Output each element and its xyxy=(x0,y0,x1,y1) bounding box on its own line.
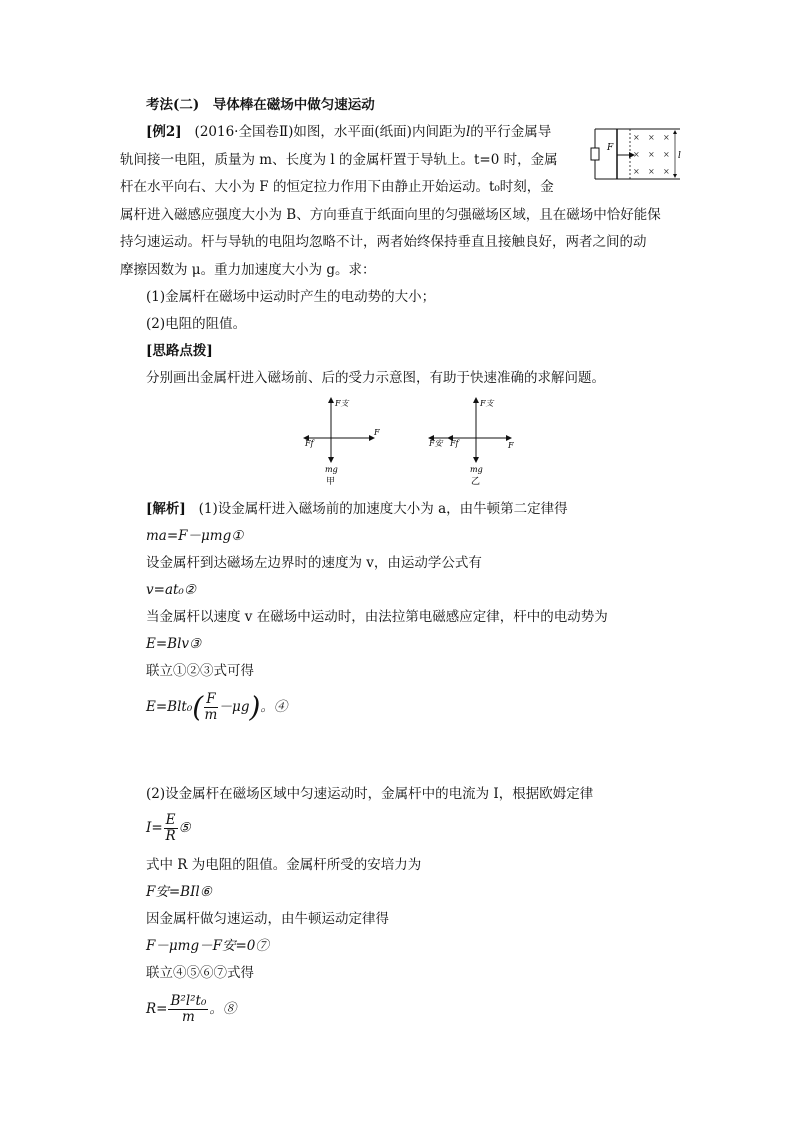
support-force-label: F支 xyxy=(480,399,494,408)
eq8-lhs: R= xyxy=(146,1001,168,1017)
equation-2: v=at₀② xyxy=(146,582,196,598)
field-cross: × xyxy=(648,167,655,176)
gravity-label: mg xyxy=(325,465,338,474)
equation-1: ma=F－μmg① xyxy=(146,528,244,544)
fraction-denominator: m xyxy=(182,1009,195,1025)
friction-label: Ff xyxy=(305,439,314,448)
field-cross: × xyxy=(648,133,655,142)
example-line-6: 摩擦因数为 μ。重力加速度大小为 g。求： xyxy=(120,262,376,278)
eq8-mark: 。⑧ xyxy=(209,1001,237,1017)
field-cross: × xyxy=(633,133,640,142)
equation-6: F安=BIl⑥ xyxy=(146,884,212,900)
fraction-f-over-m xyxy=(204,692,217,723)
fraction-numerator: E xyxy=(165,812,176,828)
eq4-tail: －μg xyxy=(218,699,250,715)
equation-4 xyxy=(146,688,287,726)
fraction-result xyxy=(168,994,208,1025)
eq4-lhs: E=Blt₀ xyxy=(146,699,193,715)
eq5-mark: ⑤ xyxy=(178,820,191,836)
example-tag: [例2] xyxy=(146,124,182,140)
solution-line-4: 联立①②③式可得 xyxy=(146,663,254,679)
force-diagram-right xyxy=(423,394,523,486)
fraction-numerator: B²l²t₀ xyxy=(170,993,207,1009)
hint-title: [思路点拨] xyxy=(146,343,213,359)
eq4-mark: 。④ xyxy=(260,699,288,715)
fraction-e-over-r xyxy=(164,813,178,844)
fraction-numerator: F xyxy=(206,691,216,707)
solution-tag: [解析] xyxy=(146,501,186,517)
example-text: 如图，水平面(纸面)内间距为 xyxy=(293,124,466,140)
left-paren: ( xyxy=(192,690,204,724)
pull-force-label: F xyxy=(508,441,514,450)
solution-line-5: (2)设金属杆在磁场区域中匀速运动时，金属杆中的电流为 I，根据欧姆定律 xyxy=(146,786,594,802)
field-cross: × xyxy=(663,133,670,142)
solution-line-7: 因金属杆做匀速运动，由牛顿运动定律得 xyxy=(146,911,389,927)
force-diagram-left xyxy=(296,394,386,486)
field-crosses xyxy=(633,133,670,176)
solution-line-2: 设金属杆到达磁场左边界时的速度为 v，由运动学公式有 xyxy=(146,555,482,571)
equation-7: F－μmg－F安=0⑦ xyxy=(146,938,269,954)
solution-line-8: 联立④⑤⑥⑦式得 xyxy=(146,965,254,981)
section-heading: 考法(二) 导体棒在磁场中做匀速运动 xyxy=(146,97,375,113)
eq5-lhs: I= xyxy=(146,820,163,836)
caption-jia: 甲 xyxy=(326,477,336,486)
hint-text: 分别画出金属杆进入磁场前、后的受力示意图，有助于快速准确的求解问题。 xyxy=(146,370,605,386)
fraction-denominator: R xyxy=(165,828,176,844)
example-line-2: 轨间接一电阻，质量为 m、长度为 l 的金属杆置于导轨上。t=0 时，金属 xyxy=(120,152,558,168)
right-paren: ) xyxy=(249,690,261,724)
fraction-denominator: m xyxy=(204,707,218,723)
example-line-4: 属杆进入磁感应强度大小为 B、方向垂直于纸面向里的匀强磁场区域，且在磁场中恰好能保 xyxy=(120,207,661,223)
rail-figure xyxy=(575,124,690,184)
field-cross: × xyxy=(633,150,640,159)
force-label: F xyxy=(607,143,614,153)
equation-8 xyxy=(146,990,236,1028)
solution-line-1 xyxy=(146,500,568,518)
equation-3: E=Blv③ xyxy=(146,636,202,652)
example-line-5: 持匀速运动。杆与导轨的电阻均忽略不计，两者始终保持垂直且接触良好，两者之间的动 xyxy=(120,234,647,250)
resistor-symbol xyxy=(591,148,599,160)
example-line-1 xyxy=(146,123,551,141)
equation-5 xyxy=(146,810,191,846)
field-cross: × xyxy=(633,167,640,176)
question-1: (1)金属杆在磁场中运动时产生的电动势的大小； xyxy=(146,289,436,305)
example-line-3: 杆在水平向右、大小为 F 的恒定拉力作用下由静止开始运动。t₀时刻，金 xyxy=(120,179,554,195)
length-label: l xyxy=(678,151,681,161)
field-cross: × xyxy=(648,150,655,159)
support-force-label: F支 xyxy=(335,399,349,408)
field-cross: × xyxy=(663,150,670,159)
example-l: l xyxy=(465,124,471,140)
gravity-label: mg xyxy=(470,465,483,474)
example-source: (2016·全国卷Ⅱ) xyxy=(194,124,294,140)
solution-line-6: 式中 R 为电阻的阻值。金属杆所受的安培力为 xyxy=(146,857,422,873)
field-cross: × xyxy=(663,167,670,176)
caption-yi: 乙 xyxy=(471,477,481,486)
solution-text-1: (1)设金属杆进入磁场前的加速度大小为 a，由牛顿第二定律得 xyxy=(198,501,568,517)
ampere-force-label: F安 xyxy=(429,439,443,448)
question-2: (2)电阻的阻值。 xyxy=(146,316,247,332)
solution-line-3: 当金属杆以速度 v 在磁场中运动时，由法拉第电磁感应定律，杆中的电动势为 xyxy=(146,609,608,625)
friction-label: Ff xyxy=(450,439,459,448)
pull-force-label: F xyxy=(374,428,380,437)
example-text-end: 的平行金属导 xyxy=(470,124,552,140)
